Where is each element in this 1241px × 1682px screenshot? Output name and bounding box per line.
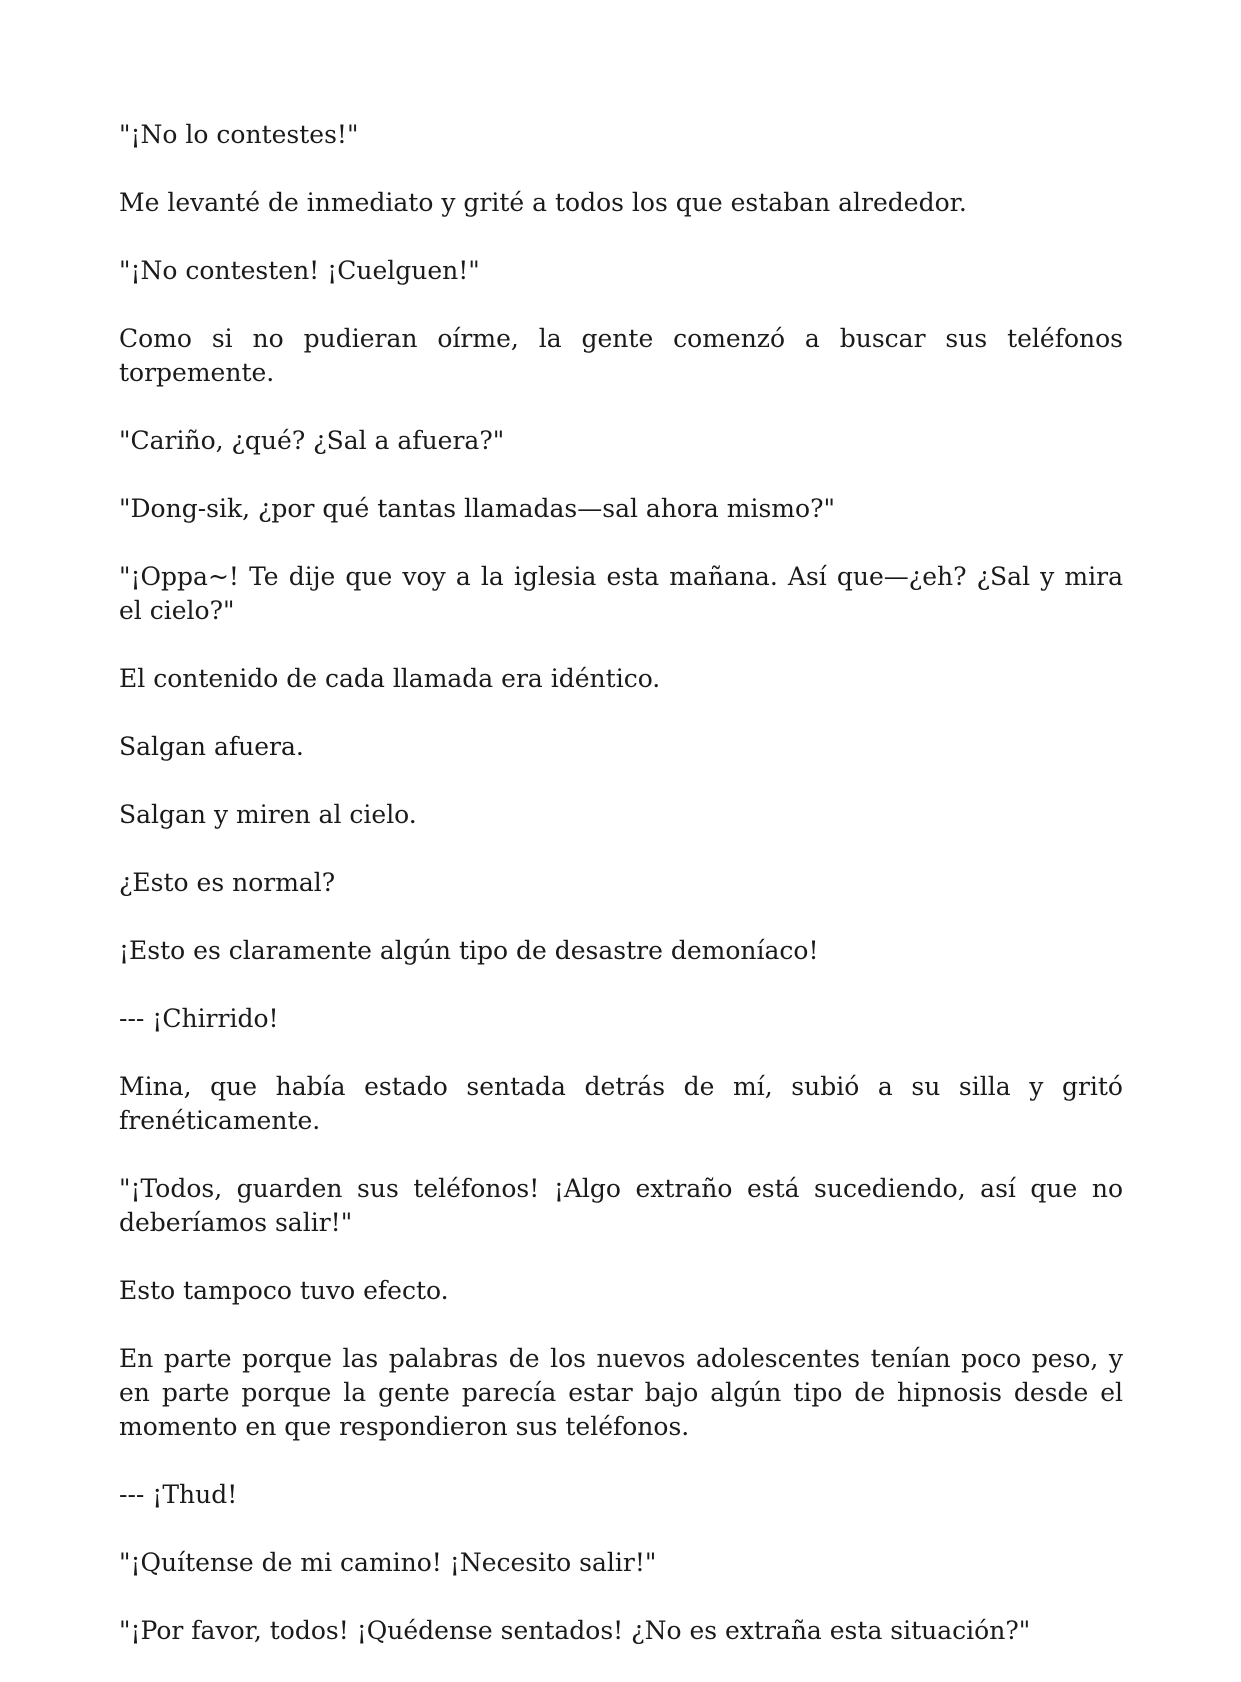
- paragraph: Me levanté de inmediato y grité a todos los que estaban alrededor.: [119, 188, 967, 217]
- paragraph: "¡Todos, guarden sus teléfonos! ¡Algo extraño está sucediendo, así que no deberíamos salir!": [119, 1174, 1123, 1237]
- paragraph: Mina, que había estado sentada detrás de mí, subió a su silla y gritó frenéticamente.: [119, 1072, 1123, 1135]
- paragraph: "Dong-sik, ¿por qué tantas llamadas—sal ahora mismo?": [119, 494, 835, 523]
- paragraph: Salgan y miren al cielo.: [119, 800, 417, 829]
- paragraph: Salgan afuera.: [119, 732, 304, 761]
- paragraph: Como si no pudieran oírme, la gente comenzó a buscar sus teléfonos torpemente.: [119, 324, 1123, 387]
- paragraph: "Cariño, ¿qué? ¿Sal a afuera?": [119, 426, 505, 455]
- paragraph: "¡Oppa~! Te dije que voy a la iglesia esta mañana. Así que—¿eh? ¿Sal y mira el cielo?": [119, 562, 1123, 625]
- paragraph: ¡Esto es claramente algún tipo de desastre demoníaco!: [119, 936, 819, 965]
- paragraph: En parte porque las palabras de los nuevos adolescentes tenían poco peso, y en parte porque la gente parecía estar bajo algún tipo de hipnosis desde el momento en que respondieron sus teléfonos.: [119, 1344, 1123, 1441]
- paragraph: --- ¡Thud!: [119, 1480, 238, 1509]
- paragraph: ¿Esto es normal?: [119, 868, 336, 897]
- paragraph: "¡Quítense de mi camino! ¡Necesito salir!": [119, 1548, 657, 1577]
- paragraph: --- ¡Chirrido!: [119, 1004, 279, 1033]
- paragraph: "¡No lo contestes!": [119, 120, 359, 149]
- paragraph: "¡Por favor, todos! ¡Quédense sentados! ¿No es extraña esta situación?": [119, 1616, 1031, 1645]
- paragraph: Esto tampoco tuvo efecto.: [119, 1276, 449, 1305]
- paragraph: El contenido de cada llamada era idéntico.: [119, 664, 661, 693]
- body-text: [119, 118, 1123, 1682]
- paragraph: "¡No contesten! ¡Cuelguen!": [119, 256, 480, 285]
